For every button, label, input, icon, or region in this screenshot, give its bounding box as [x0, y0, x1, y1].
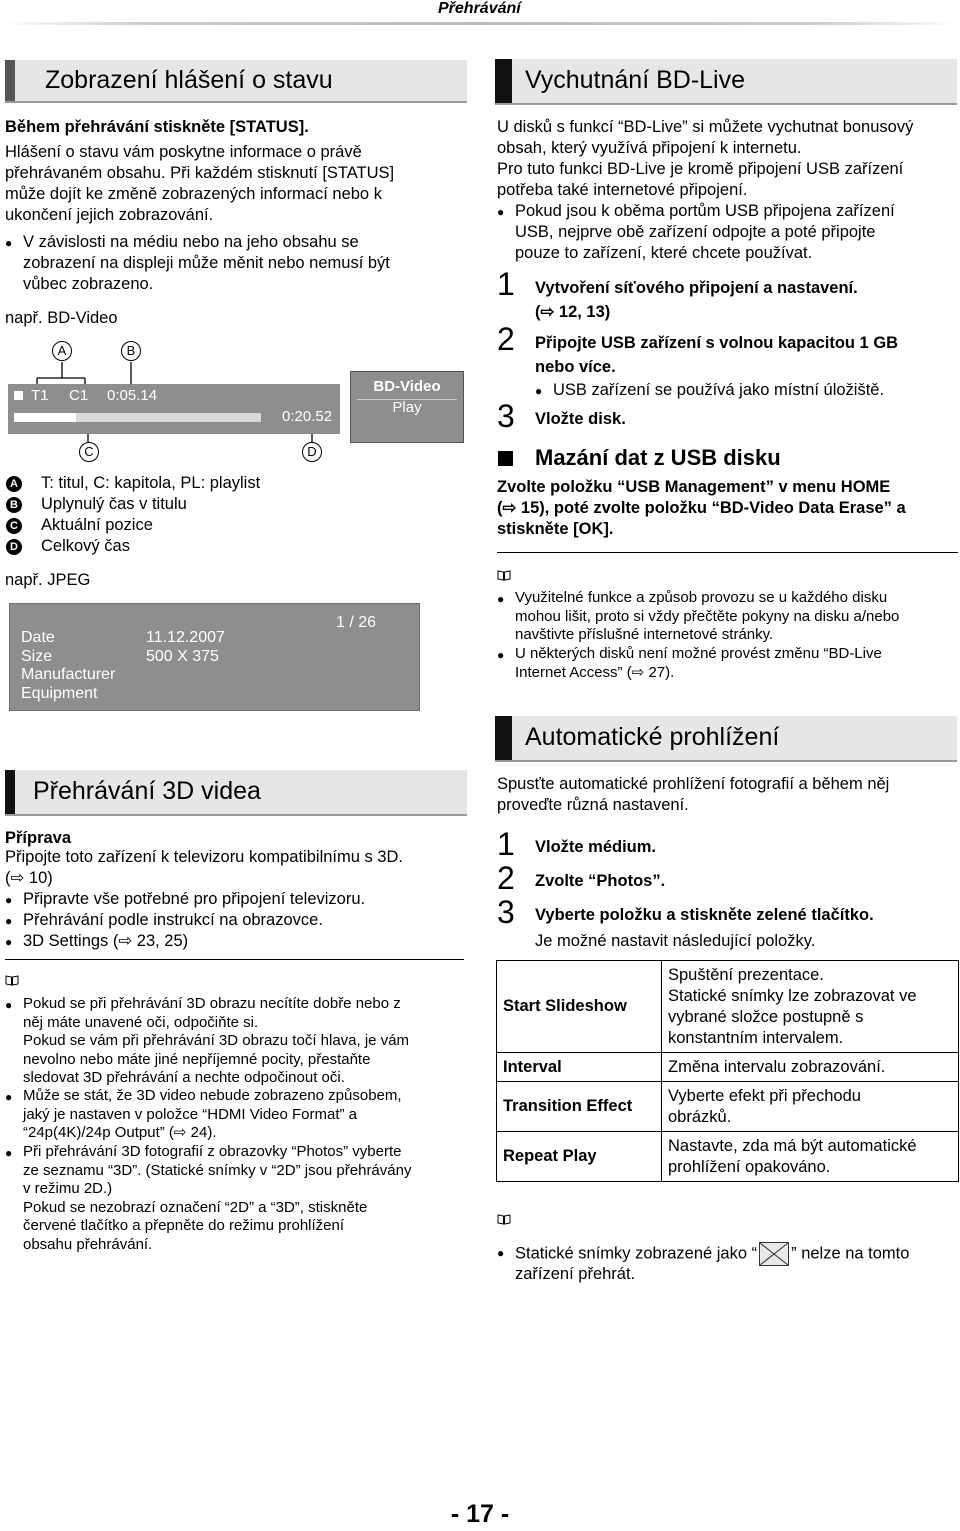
usb-delete-text	[497, 477, 906, 540]
line: obsah, který využívá připojení k internetu.	[497, 139, 802, 157]
bdlive-section-header	[495, 59, 957, 105]
line: Pro tuto funkci BD-Live je kromě připojení USB zařízení	[497, 160, 904, 178]
slideshow-options-table	[496, 960, 959, 1182]
note-icon	[497, 569, 511, 581]
slideshow-note	[515, 1242, 909, 1266]
jpeg-value: 500 X 375	[146, 647, 219, 665]
line: Statické snímky lze zobrazovat ve	[668, 986, 917, 1005]
table-row	[497, 1132, 959, 1182]
jpeg-info-panel	[9, 603, 420, 711]
bdlive-section-title: Vychutnání BD-Live	[525, 66, 746, 94]
legend-b: Uplynulý čas v titulu	[41, 495, 187, 513]
callout-b: B	[121, 341, 141, 361]
header-bar	[5, 770, 15, 814]
line: ● U některých disků není možné provést změnu “BD-Live	[515, 645, 882, 662]
slideshow-para	[497, 774, 889, 816]
video3d-note-1	[23, 995, 409, 1088]
osd-title: T1	[31, 387, 49, 404]
legend-a-badge: A	[6, 476, 22, 492]
prep-title: Příprava	[5, 829, 72, 847]
osd-progress-track	[14, 413, 261, 422]
line: mohou lišit, proto si vždy přečtěte pokyny na disku a/nebo	[515, 607, 900, 625]
line: potřeba také internetové připojení.	[497, 181, 748, 199]
osd-state: Play	[392, 399, 422, 416]
jpeg-counter: 1 / 26	[336, 614, 377, 631]
step-number: 2	[497, 321, 515, 357]
line: obrázků.	[668, 1107, 732, 1126]
line: Internet Access” (⇨ 27).	[515, 663, 675, 681]
prep-bullet: ● Přehrávání podle instrukcí na obrazovce.	[23, 910, 323, 931]
option-desc	[662, 1132, 959, 1182]
running-header: Přehrávání	[438, 0, 521, 17]
status-lead: Během přehrávání stiskněte [STATUS].	[5, 118, 309, 136]
divider	[5, 959, 464, 960]
status-section-title: Zobrazení hlášení o stavu	[45, 66, 333, 94]
osd-medium-box	[350, 371, 464, 443]
bdlive-step-2-bullet: ● USB zařízení se používá jako místní úložiště.	[553, 380, 884, 401]
line: Hlášení o stavu vám poskytne informace o právě	[5, 143, 362, 161]
step-number: 1	[497, 826, 515, 862]
jpeg-row: Size	[21, 647, 53, 665]
line: Změna intervalu zobrazování.	[668, 1057, 886, 1076]
prep-bullet: ● 3D Settings (⇨ 23, 25)	[23, 931, 188, 952]
line: ● Může se stát, že 3D video nebude zobrazeno způsobem,	[23, 1087, 402, 1104]
line: může dojít ke změně zobrazených informací nebo k	[5, 185, 382, 203]
option-name: Repeat Play	[497, 1132, 662, 1182]
line: “24p(4K)/24p Output” (⇨ 24).	[23, 1124, 217, 1141]
line: (⇨ 15), poté zvolte položku “BD-Video Data Erase” a	[497, 499, 906, 517]
line: Pokud se nezobrazí označení “2D” a “3D”, stiskněte	[23, 1198, 368, 1216]
callout-a: A	[52, 341, 72, 361]
video3d-note-3	[23, 1143, 411, 1254]
step-number: 2	[497, 860, 515, 896]
osd-total: 0:20.52	[282, 408, 333, 425]
slideshow-step-1: Vložte médium.	[535, 838, 657, 856]
line: Spusťte automatické prohlížení fotografií a během něj	[497, 775, 890, 793]
jpeg-value: 11.12.2007	[146, 629, 225, 646]
line: vybrané složce postupně s	[668, 1007, 864, 1026]
stop-icon	[14, 391, 23, 400]
line: navštivte příslušné internetové stránky.	[515, 626, 774, 643]
line: ● Pokud se při přehrávání 3D obrazu necítíte dobře nebo z	[23, 995, 401, 1012]
jpeg-row: Manufacturer	[21, 666, 116, 683]
option-name: Transition Effect	[497, 1082, 662, 1132]
legend-c: Aktuální pozice	[41, 516, 153, 534]
line: ukončení jejich zobrazování.	[5, 206, 214, 224]
line: Zvolte položku “USB Management” v menu HOME	[497, 478, 891, 496]
note-text-post: ” nelze na tomto	[791, 1244, 910, 1263]
legend-c-badge: C	[6, 518, 22, 534]
table-row	[497, 961, 959, 1053]
line: (⇨ 10)	[5, 869, 53, 887]
line: stiskněte [OK].	[497, 520, 614, 538]
line: v režimu 2D.)	[23, 1180, 113, 1197]
line: ● V závislosti na médiu nebo na jeho obsahu se	[23, 233, 359, 251]
osd-elapsed: 0:05.14	[107, 387, 158, 404]
example-bd-label: např. BD-Video	[5, 309, 118, 327]
line: ● Využitelné funkce a způsob provozu se u každého disku	[515, 589, 888, 606]
prep-bullet: ● Připravte vše potřebné pro připojení televizoru.	[23, 889, 365, 910]
line: ze seznamu “3D”. (Statické snímky v “2D” jsou přehrávány	[23, 1161, 412, 1179]
slideshow-section-header	[495, 716, 957, 762]
line: přehrávaném obsahu. Při každém stisknutí [STATUS]	[5, 164, 395, 182]
divider	[497, 552, 958, 553]
unplayable-thumbnail-icon	[759, 1242, 789, 1266]
bdlive-para	[497, 117, 913, 201]
page-number: - 17 -	[450, 1500, 510, 1528]
legend-d-badge: D	[6, 539, 22, 555]
line: pouze to zařízení, které chcete používat.	[515, 244, 813, 262]
callout-d: D	[302, 442, 322, 462]
line: konstantním intervalem.	[668, 1028, 844, 1047]
table-row	[497, 1082, 959, 1132]
slideshow-section-title: Automatické prohlížení	[525, 723, 780, 751]
line: něj máte unavené oči, odpočiňte si.	[23, 1013, 259, 1031]
note-icon	[497, 1213, 511, 1225]
step-number: 1	[497, 266, 515, 302]
line: vůbec zobrazeno.	[23, 275, 154, 293]
example-jpeg-label: např. JPEG	[5, 571, 91, 589]
slideshow-step-2: Zvolte “Photos”.	[535, 872, 666, 890]
slideshow-step-3: Vyberte položku a stiskněte zelené tlačítko.	[535, 906, 874, 924]
osd-bar	[8, 384, 340, 434]
osd-progress-fill	[14, 413, 76, 422]
slideshow-step-3-sub: Je možné nastavit následující položky.	[535, 932, 816, 950]
line: nevolno nebo máte jiné nepříjemné pocity, přestaňte	[23, 1050, 371, 1068]
legend-d: Celkový čas	[41, 537, 130, 555]
legend-b-badge: B	[6, 497, 22, 513]
line: Pokud se vám při přehrávání 3D obrazu točí hlava, je vám	[23, 1032, 410, 1049]
osd-medium: BD-Video	[373, 378, 441, 395]
line: Nastavte, zda má být automatické	[668, 1136, 917, 1155]
line: Spuštění prezentace.	[668, 965, 824, 984]
note-text-pre: Statické snímky zobrazené jako “	[515, 1244, 758, 1263]
line: obsahu přehrávání.	[23, 1235, 153, 1253]
option-desc	[662, 1082, 959, 1132]
slideshow-note-line2: zařízení přehrát.	[515, 1265, 636, 1283]
option-desc	[662, 961, 959, 1053]
line: proveďte různá nastavení.	[497, 796, 689, 814]
legend-a: T: titul, C: kapitola, PL: playlist	[41, 474, 261, 492]
video3d-section-title: Přehrávání 3D videa	[33, 777, 261, 805]
line: sledovat 3D přehrávání a nechte odpočinout oči.	[23, 1069, 345, 1086]
bdlive-note-1	[515, 589, 899, 645]
line: USB, nejprve obě zařízení odpojte a poté připojte	[515, 223, 876, 241]
option-name: Start Slideshow	[497, 961, 662, 1053]
usb-delete-title: Mazání dat z USB disku	[535, 445, 781, 470]
step-number: 3	[497, 398, 515, 434]
bdlive-step-2: Připojte USB zařízení s volnou kapacitou 1 GB	[535, 334, 899, 352]
bdlive-step-1: Vytvoření síťového připojení a nastavení.	[535, 279, 858, 297]
line: ● Pokud jsou k oběma portům USB připojena zařízení	[515, 202, 895, 220]
bdlive-step-1-ref: (⇨ 12, 13)	[535, 303, 611, 321]
video3d-note-2	[23, 1087, 402, 1143]
header-bar	[495, 59, 512, 103]
jpeg-row: Date	[21, 629, 55, 646]
line: Vyberte efekt při přechodu	[668, 1086, 861, 1105]
prep-text	[5, 847, 403, 889]
line: jaký je nastaven v položce “HDMI Video Format” a	[23, 1105, 358, 1123]
callout-c: C	[79, 442, 99, 462]
line: ● Při přehrávání 3D fotografií z obrazovky “Photos” vyberte	[23, 1143, 402, 1160]
header-bar	[495, 716, 512, 760]
line: U disků s funkcí “BD-Live” si můžete vychutnat bonusový	[497, 118, 914, 136]
option-name: Interval	[497, 1053, 662, 1082]
line: Připojte toto zařízení k televizoru kompatibilnímu s 3D.	[5, 848, 404, 866]
osd-chapter: C1	[69, 387, 89, 404]
step-number: 3	[497, 894, 515, 930]
option-desc	[662, 1053, 959, 1082]
square-bullet-icon	[498, 451, 513, 466]
bdlive-step-3: Vložte disk.	[535, 410, 626, 428]
note-icon	[5, 974, 19, 986]
bdlive-step-2-cont: nebo více.	[535, 358, 616, 376]
bdlive-bullet	[515, 201, 895, 264]
video3d-section-header	[5, 770, 467, 816]
line: červené tlačítko a přepněte do režimu prohlížení	[23, 1217, 345, 1234]
line: prohlížení opakováno.	[668, 1157, 831, 1176]
jpeg-row: Equipment	[21, 684, 98, 702]
table-row	[497, 1053, 959, 1082]
bdlive-note-2	[515, 645, 882, 682]
line: zobrazení na displeji může měnit nebo nemusí být	[23, 254, 390, 272]
